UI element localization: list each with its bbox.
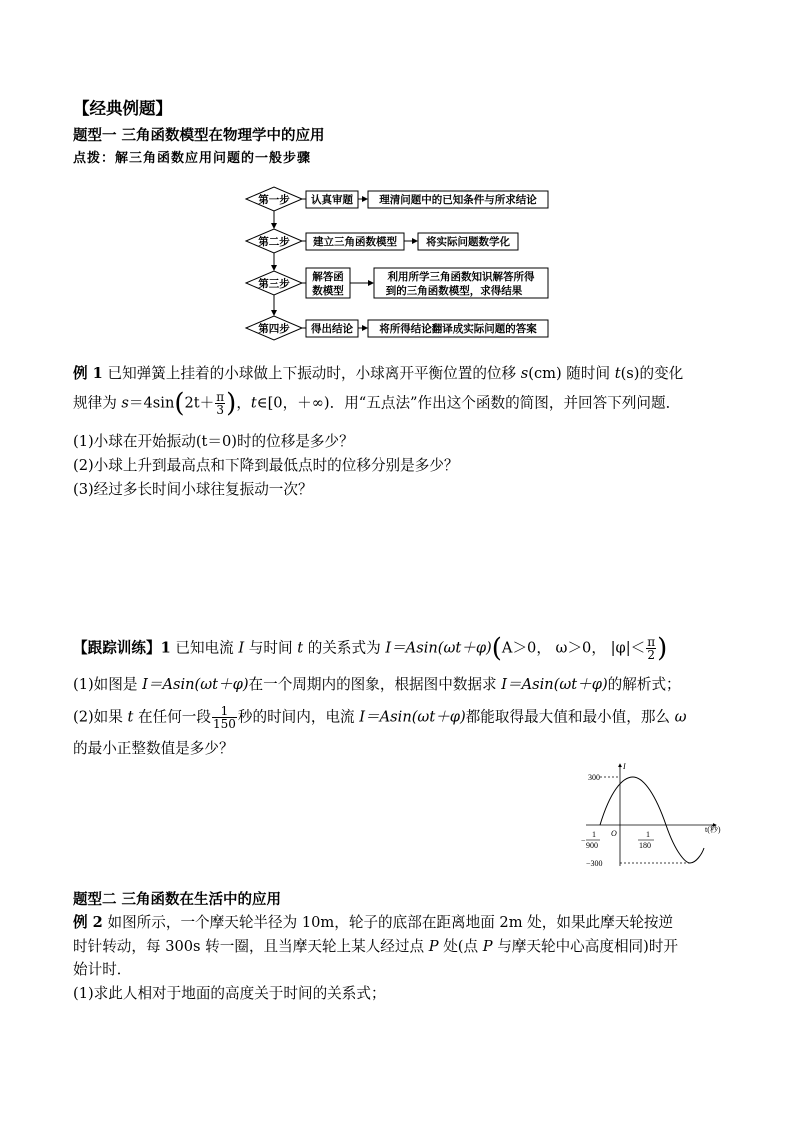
step4-action: 得出结论 (311, 323, 353, 335)
example1-question2: (2)小球上升到最高点和下降到最低点时的位移分别是多少？ (73, 457, 459, 474)
step1-label: 第一步 (258, 194, 290, 206)
example1-question1: (1)小球在开始振动(t＝0)时的位移是多少？ (73, 433, 354, 450)
step2-result: 将实际问题数学化 (426, 236, 510, 248)
example1-question3: (3)经过多长时间小球往复振动一次？ (73, 481, 313, 498)
topic1-tip: 点拨：解三角函数应用问题的一般步骤 (73, 151, 312, 166)
step3-action-line2: 数模型 (312, 285, 344, 297)
example1-line1: 例 1 已知弹簧上挂着的小球做上下振动时，小球离开平衡位置的位移 s(cm) 随时间 t(s)的变化 (73, 365, 684, 382)
example2-question1: (1)求此人相对于地面的高度关于时间的关系式； (73, 985, 386, 1002)
step2-label: 第二步 (258, 236, 290, 248)
step1-action: 认真审题 (311, 194, 353, 206)
x-right-num: 1 (646, 830, 650, 839)
example2-label: 例 2 (73, 914, 103, 931)
step3-label: 第三步 (258, 278, 290, 290)
topic1-title: 题型一 三角函数模型在物理学中的应用 (73, 127, 325, 144)
one-over-150-fraction: $\frac{1}{150}$ (212, 704, 236, 731)
current-sine-graph (578, 758, 726, 870)
step4-label: 第四步 (258, 323, 290, 335)
step2-action: 建立三角函数模型 (313, 236, 397, 248)
step3-result-line2: 到的三角函数模型，求得结果 (385, 285, 523, 297)
step1-result: 理清问题中的已知条件与所求结论 (379, 194, 537, 206)
pi-over-3-fraction: $\frac{\pi}{3}$ (216, 390, 225, 417)
y-min-label: −300 (586, 859, 603, 868)
x-axis-label: t(秒) (705, 825, 721, 834)
y-axis-label: I (623, 762, 626, 771)
x-left-den: 900 (586, 841, 598, 850)
training1-question2-line2: 的最小正整数值是多少？ (73, 740, 234, 757)
training1-line1: 【跟踪训练】1 已知电流 I 与时间 t 的关系式为 I＝Asin(ωt＋φ)(A＞0， ω＞0， |φ|＜ $\frac{\pi}{2}$ ) (73, 633, 668, 664)
topic2-title: 题型二 三角函数在生活中的应用 (73, 891, 282, 908)
step4-result: 将所得结论翻译成实际问题的答案 (379, 323, 537, 335)
training1-label: 【跟踪训练】1 (73, 639, 171, 657)
origin-label: O (611, 829, 617, 838)
example2-line2: 时针转动，每 300s 转一圈，且当摩天轮上某人经过点 P 处(点 P 与摩天轮中心高度相同)时开 (73, 938, 679, 955)
section-heading: 【经典例题】 (73, 99, 172, 118)
step3-result-line1: 利用所学三角函数知识解答所得 (387, 271, 535, 283)
sine-curve (600, 777, 704, 863)
x-right-den: 180 (639, 841, 651, 850)
example1-line2: 规律为 s＝4sin(2t＋ $\frac{\pi}{3}$ )，t∈[0，＋∞)．用“五点法”作出这个函数的简图，并回答下列问题． (73, 388, 681, 419)
solution-steps-flowchart (238, 183, 550, 343)
example2-line1: 例 2 如图所示，一个摩天轮半径为 10m，轮子的底部在距离地面 2m 处，如果此摩天轮按逆 (73, 914, 674, 931)
training1-question2: (2)如果 t 在任何一段 $\frac{1}{150}$ 秒的时间内，电流 I＝Asin(ωt＋φ)都能取得最大值和最小值，那么 ω (73, 704, 687, 731)
example2-line3: 始计时． (73, 961, 132, 978)
training1-question1: (1)如图是 I＝Asin(ωt＋φ)在一个周期内的图象，根据图中数据求 I＝Asin(ωt＋φ)的解析式； (73, 676, 681, 693)
example1-label: 例 1 (73, 365, 103, 382)
x-left-num: 1 (592, 830, 596, 839)
y-max-label: 300 (588, 773, 600, 782)
pi-over-2-fraction: $\frac{\pi}{2}$ (647, 635, 656, 662)
x-left-minus: − (581, 836, 586, 845)
step3-action-line1: 解答函 (312, 271, 344, 283)
